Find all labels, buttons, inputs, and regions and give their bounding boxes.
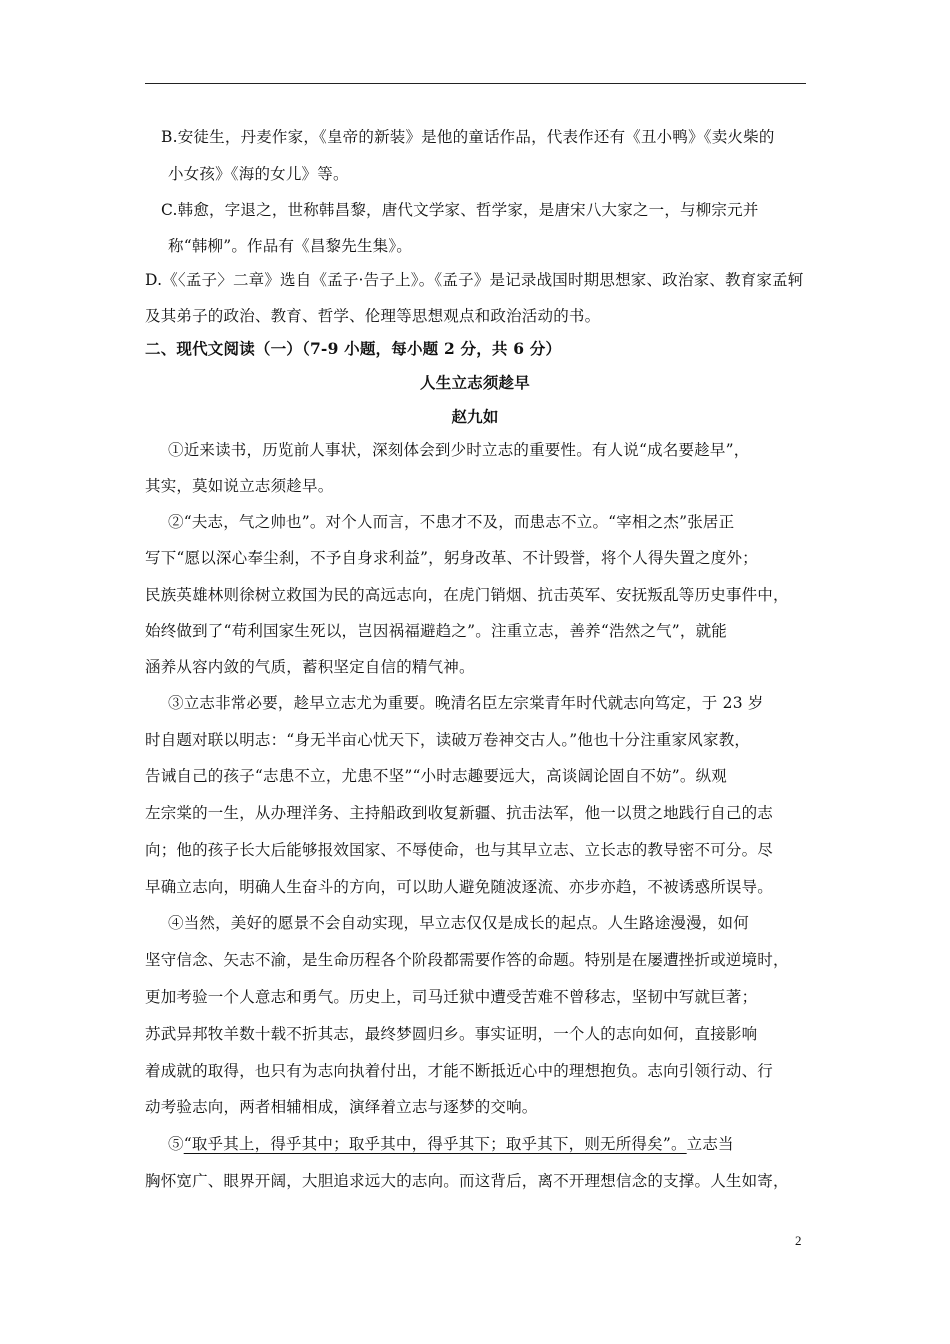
option-c-line2: 称“韩柳”。作品有《昌黎先生集》。	[168, 237, 412, 255]
body-line: 始终做到了“苟利国家生死以，岂因祸福避趋之”。注重立志，善养“浩然之气”，就能	[145, 622, 727, 640]
body-line: ①近来读书，历览前人事状，深刻体会到少时立志的重要性。有人说“成名要趁早”，	[168, 441, 750, 459]
body-line: 涵养从容内敛的气质，蓄积坚定自信的精气神。	[145, 658, 475, 676]
body-line: 早确立志向，明确人生奋斗的方向，可以助人避免随波逐流、亦步亦趋，不被诱惑所误导。	[145, 878, 774, 896]
body-line: 时自题对联以明志：“身无半亩心忧天下，读破万卷神交古人。”他也十分注重家风家教，	[145, 731, 751, 749]
article-author: 赵九如	[451, 407, 499, 426]
body-line: 告诫自己的孩子“志患不立，尤患不坚”“小时志趣要远大，高谈阔论固自不妨”。纵观	[145, 767, 727, 785]
option-c-line1: C.韩愈，字退之，世称韩昌黎，唐代文学家、哲学家，是唐宋八大家之一，与柳宗元并	[161, 201, 759, 219]
option-d-line2: 及其弟子的政治、教育、哲学、伦理等思想观点和政治活动的书。	[145, 307, 601, 325]
body-line: 向；他的孩子长大后能够报效国家、不辱使命，也与其早立志、立长志的教导密不可分。尽	[145, 841, 774, 859]
header-rule	[145, 83, 806, 84]
option-d-line1: D.《〈孟子〉二章》选自《孟子·告子上》。《孟子》是记录战国时期思想家、政治家、教育家孟轲	[145, 271, 804, 289]
paragraph-number: ⑤	[168, 1135, 184, 1153]
body-line: 动考验志向，两者相辅相成，演绎着立志与逐梦的交响。	[145, 1098, 538, 1116]
paragraph-5-line2: 胸怀宽广、眼界开阔，大胆追求远大的志向。而这背后，离不开理想信念的支撑。人生如寄，	[145, 1172, 789, 1190]
body-line: 其实，莫如说立志须趁早。	[145, 477, 334, 495]
article-title: 人生立志须趁早	[420, 373, 530, 392]
body-line: 坚守信念、矢志不渝，是生命历程各个阶段都需要作答的命题。特别是在屡遭挫折或逆境时，	[145, 951, 789, 969]
body-line: ④当然，美好的愿景不会自动实现，早立志仅仅是成长的起点。人生路途漫漫，如何	[168, 914, 749, 932]
body-line: 着成就的取得，也只有为志向执着付出，才能不断抵近心中的理想抱负。志向引领行动、行	[145, 1062, 774, 1080]
body-line: ②“夫志，气之帅也”。对个人而言，不患才不及，而患志不立。“宰相之杰”张居正	[168, 513, 735, 531]
body-text: 立志当	[686, 1135, 734, 1153]
underlined-quote: “取乎其上，得乎其中；取乎其中，得乎其下；取乎其下，则无所得矣”。	[183, 1135, 687, 1153]
body-line: 更加考验一个人意志和勇气。历史上，司马迁狱中遭受苦难不曾移志，坚韧中写就巨著；	[145, 988, 758, 1006]
paragraph-5-line1	[168, 1134, 734, 1154]
body-line: 写下“愿以深心奉尘刹，不予自身求利益”，躬身改革、不计毁誉，将个人得失置之度外；	[145, 549, 758, 567]
body-line: 左宗棠的一生，从办理洋务、主持船政到收复新疆、抗击法军，他一以贯之地践行自己的志	[145, 804, 774, 822]
body-line: 苏武异邦牧羊数十载不折其志，最终梦圆归乡。事实证明，一个人的志向如何，直接影响	[145, 1025, 758, 1043]
body-line: 民族英雄林则徐树立救国为民的高远志向，在虎门销烟、抗击英军、安抚叛乱等历史事件中，	[145, 586, 789, 604]
option-b-line1: B.安徒生，丹麦作家，《皇帝的新装》是他的童话作品，代表作还有《丑小鸭》《卖火柴的	[161, 128, 775, 146]
page-number: 2	[795, 1233, 802, 1248]
section-heading: 二、现代文阅读（一）（7-9 小题，每小题 2 分，共 6 分）	[145, 339, 562, 358]
option-b-line2: 小女孩》《海的女儿》等。	[168, 165, 349, 183]
body-line: ③立志非常必要，趁早立志尤为重要。晚清名臣左宗棠青年时代就志向笃定，于 23 岁	[168, 694, 764, 712]
